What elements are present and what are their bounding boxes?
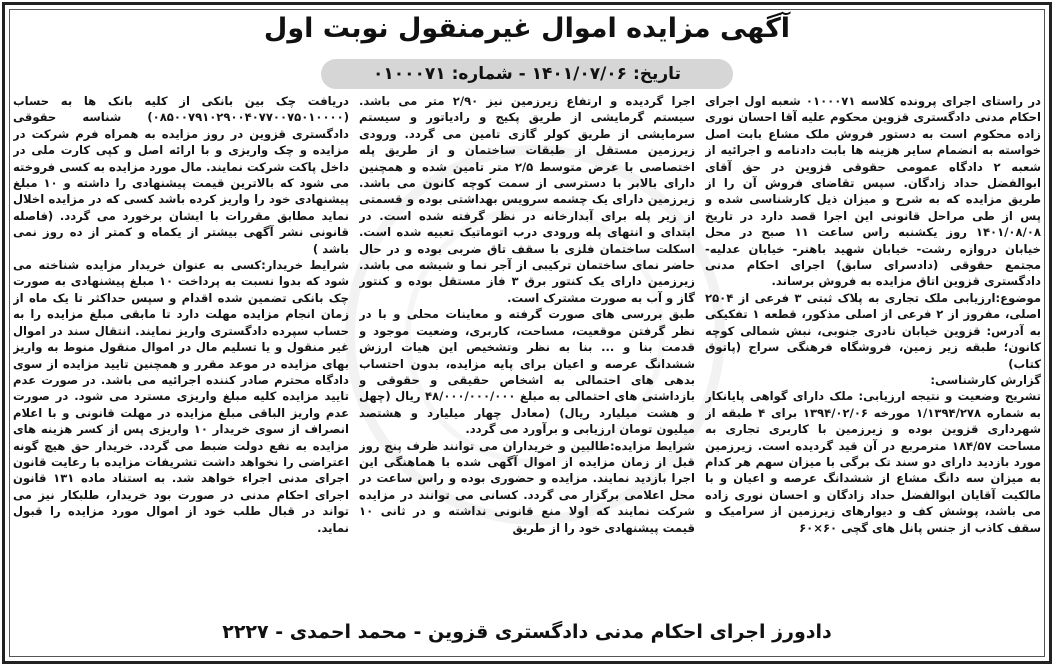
- paragraph-expert-report: تشریح وضعیت و نتیجه ارزیابی: ملک دارای گواهی پایانکار به شماره ۱/۱۳۹۴/۲۷۸ مورخه ۱۳۹۴/۰۲/۰۶ برای ۴ طبقه از شهرداری قزوین بوده و زیرزمین با کاربری تجاری به مساحت ۱۸۴/۵۷ مترمربع در آن قید گردیده است. زیرزمین مورد بازدید دارای دو سند تک برگی با میزان سهم هر کدام به میزان سه دانگ مشاع از ششدانگ عرصه و اعیان و با مالکیت آقایان ابوالفضل حداد زادگان و احسان نوری زاده می باشد، پوشش کف و دیوارهای زیرزمین از سرامیک و سقف کاذب از جنس پانل های گچی ۶۰×۶۰: [705, 389, 1041, 535]
- heading-subject: موضوع:: [995, 290, 1041, 305]
- date-number-bar: تاریخ: ۱۴۰۱/۰۷/۰۶ - شماره: ۰۱۰۰۰۷۱: [321, 59, 733, 89]
- paragraph-intro: در راستای اجرای پرونده کلاسه ۰۱۰۰۰۷۱ شعبه اول اجرای احکام مدنی دادگستری قزوین محکوم علیه آقا احسان نوری زاده محکوم است به دستور فروش ملک مشاع بابت اصل خواسته به انضمام سایر هزینه ها بابت دادنامه و اجرائیه از شعبه ۲ دادگاه عمومی حقوقی قزوین در حق آقای ابوالفضل حداد زادگان. سپس تقاضای فروش آن را از طریق مزایده که به شرح و میزان ذیل کارشناسی شده و پس از طی مراحل قانونی این اجرا قصد دارد در تاریخ ۱۴۰۱/۰۸/۰۸ روز یکشنبه راس ساعت ۱۱ صبح در محل خیابان دروازه رشت- خیابان شهید باهنر- خیابان عدلیه- مجتمع حقوقی (دادسرای سابق) اجرای احکام مدنی دادگستری قزوین اتاق مزایده به فروش برساند.: [705, 94, 1041, 289]
- paragraph-auction-conditions: طالبین و خریداران می توانند ظرف پنج روز قبل از زمان مزایده از اموال آگهی شده با هماهنگی این اجرا بازدید نمایند. مزایده و حضوری بوده و راس ساعت در محل اعلامی برگزار می گردد. کسانی می توانند در مزایده شرکت نمایند که اولا منع قانونی نداشته و در ثانی ۱۰ قیمت پیشنهادی خود را از طریق: [359, 438, 695, 535]
- notice-columns: [13, 93, 1041, 597]
- paragraph-building-details: اجرا گردیده و ارتفاع زیرزمین نیز ۲/۹۰ متر می باشد. سیستم گرمایشی از طریق پکیج و رادیاتور و سیستم سرمایشی از طریق کولر گازی تامین می گردد. ورودی زیرزمین مستقل از طبقات ساختمان و از طریق پله اختصاصی با عرض متوسط ۲/۵ متر تامین شده و همچنین دارای بالابر با دسترسی از سمت کوچه کانون می باشد. زیرزمین دارای یک چشمه سرویس بهداشتی بوده و قسمتی از زیر پله برای آبدارخانه در نظر گرفته شده است. در ابتدای و انتهای پله ورودی درب اتوماتیک تعبیه شده است. اسکلت ساختمان فلزی با سقف تاق ضربی بوده و در حال حاضر نمای ساختمان ترکیبی از آجر نما و شیشه می باشد. زیرزمین دارای یک کنتور برق ۳ فاز مستقل بوده و کنتور گاز و آب به صورت مشترک است.: [359, 94, 695, 305]
- heading-buyer-conditions: شرایط خریدار:: [261, 258, 349, 273]
- paragraph-valuation: طبق بررسی های صورت گرفته و معاینات محلی و با در نظر گرفتن موقعیت، مساحت، کاربری، وضعیت موجود و قدمت بنا و ... بنا به نظر وتشخیص این هیات ارزش ششدانگ عرصه و اعیان برای پایه مزایده، بدون احتساب بدهی های احتمالی به اشخاص حقیقی و حقوقی و بازداشتی های احتمالی به مبلغ ۴۸/۰۰۰/۰۰۰/۰۰۰ ریال (چهل و هشت میلیارد ریال) (معادل چهار میلیارد و هشتصد میلیون تومان ارزیابی و برآورد می گردد.: [359, 307, 695, 437]
- column-middle: [359, 93, 695, 597]
- paragraph-payment: دریافت چک بین بانکی از کلیه بانک ها به حساب (۰۸۵۰۰۷۹۱۰۲۹۰۰۴۰۷۷۰۰۷۵۰۱۰۰۰۰) شناسه حقوقی دادگستری قزوین در روز مزایده به همراه فرم شرکت در مزایده و چک واریزی و با ارائه اصل و کپی کارت ملی در داخل پاکت شرکت نمایند. مال مورد مزایده به کسی فروخته می شود که بالاترین قیمت پیشنهادی را داشته و ۱۰ مبلغ پیشنهادی خود را واریز کرده باشد کسی که در مزایده اخلال نماید مطابق مقررات با ایشان برخورد می گردد. (فاصله قانونی نشر آگهی بیشتر از یکماه و کمتر از ده روز نمی باشد ): [13, 94, 349, 256]
- column-right: [705, 93, 1041, 597]
- paragraph-buyer-conditions: کسی به عنوان خریدار مزایده شناخته می شود که بدوا نسبت به پرداخت ۱۰ مبلغ پیشنهادی به صورت چک بانکی تضمین شده اقدام و سپس حداکثر تا یک ماه از زمان انجام مزایده مهلت دارد تا مابقی مبلغ مزایده را به حساب سپرده دادگستری واریز نمایند. انتقال سند در اموال غیر منقول و یا تسلیم مال در اموال منقول منوط به واریز بهای مزایده در موعد مقرر و همچنین تایید مزایده از سوی دادگاه محترم صادر کننده اجرائیه می باشد. در صورت عدم تایید مزایده کلیه مبلغ واریزی مسترد می شود. در صورت عدم واریز الباقی مبلغ مزایده در مهلت قانونی و با اعلام انصراف از سوی خریدار ۱۰ واریزی پس از کسر هزینه های مزایده به نفع دولت ضبط می گردد. خریدار حق هیچ گونه اعتراضی را نخواهد داشت تشریفات مزایده با رعایت قانون اجرای مدنی اجراء خواهد شد. به استناد ماده ۱۳۱ قانون اجرای احکام مدنی در صورت بود خریدار، طلبکار نیز می تواند در قبال طلب خود از اموال مورد مزایده را قبول نماید.: [13, 258, 349, 535]
- notice-frame: [2, 2, 1052, 664]
- signature-line: دادورز اجرای احکام مدنی دادگستری قزوین - محمد احمدی - ۲۲۲۷: [222, 621, 832, 643]
- column-left: [13, 93, 349, 597]
- heading-auction-conditions: شرایط مزایده:: [609, 438, 695, 453]
- paragraph-subject: ارزیابی ملک تجاری به پلاک ثبتی ۳ فرعی از ۲۵۰۴ اصلی، مفروز از ۲ فرعی از اصلی مذکور، قطعه ۱ تفکیکی به آدرس: قزوین خیابان نادری جنوبی، نبش شمالی کوچه کانون؛ طبقه زیر زمین، فروشگاه فرهنگی سراج (پاتوق کتاب): [705, 290, 1041, 371]
- heading-expert-report: گزارش کارشناسی:: [930, 372, 1041, 387]
- notice-title: آگهی مزایده اموال غیرمنقول نوبت اول: [263, 13, 791, 44]
